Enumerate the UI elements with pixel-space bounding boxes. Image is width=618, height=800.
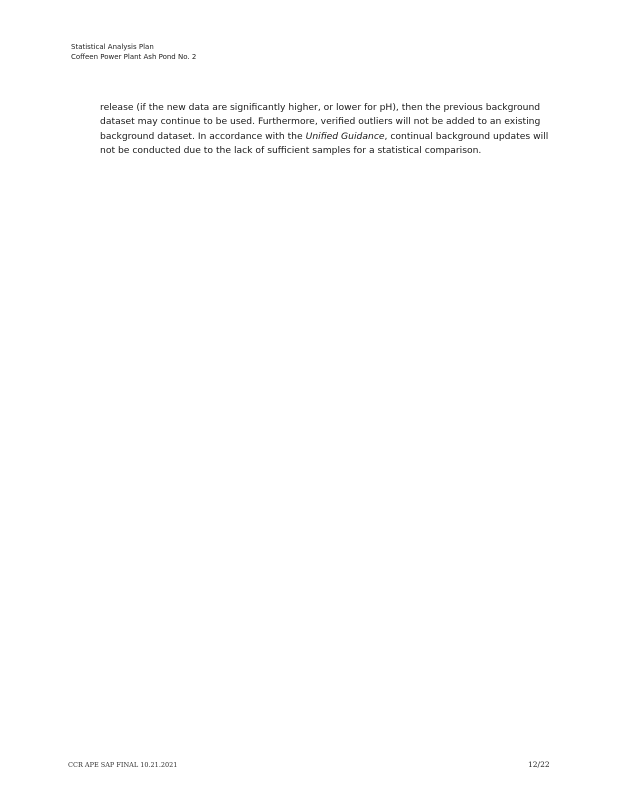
body-line-3-start: background dataset. In accordance with the <box>100 130 306 142</box>
body-line-3-end: , continual background updates will <box>384 130 549 142</box>
header-subtitle: Coffeen Power Plant Ash Pond No. 2 <box>71 52 197 61</box>
footer-document-id: CCR APE SAP FINAL 10.21.2021 <box>68 761 178 769</box>
body-line-3 <box>100 130 548 144</box>
running-header <box>71 43 196 62</box>
body-line-4: not be conducted due to the lack of sufficient samples for a statistical comparison. <box>100 145 482 157</box>
header-title: Statistical Analysis Plan <box>71 43 154 51</box>
body-paragraph <box>100 101 548 159</box>
page-number: 12/22 <box>528 760 550 769</box>
body-line-1: release (if the new data are significantly higher, or lower for pH), then the previous background <box>100 102 541 113</box>
unified-guidance-reference: Unified Guidance <box>305 130 385 142</box>
body-line-2: dataset may continue to be used. Furthermore, verified outliers will not be added to an existing <box>100 116 541 128</box>
